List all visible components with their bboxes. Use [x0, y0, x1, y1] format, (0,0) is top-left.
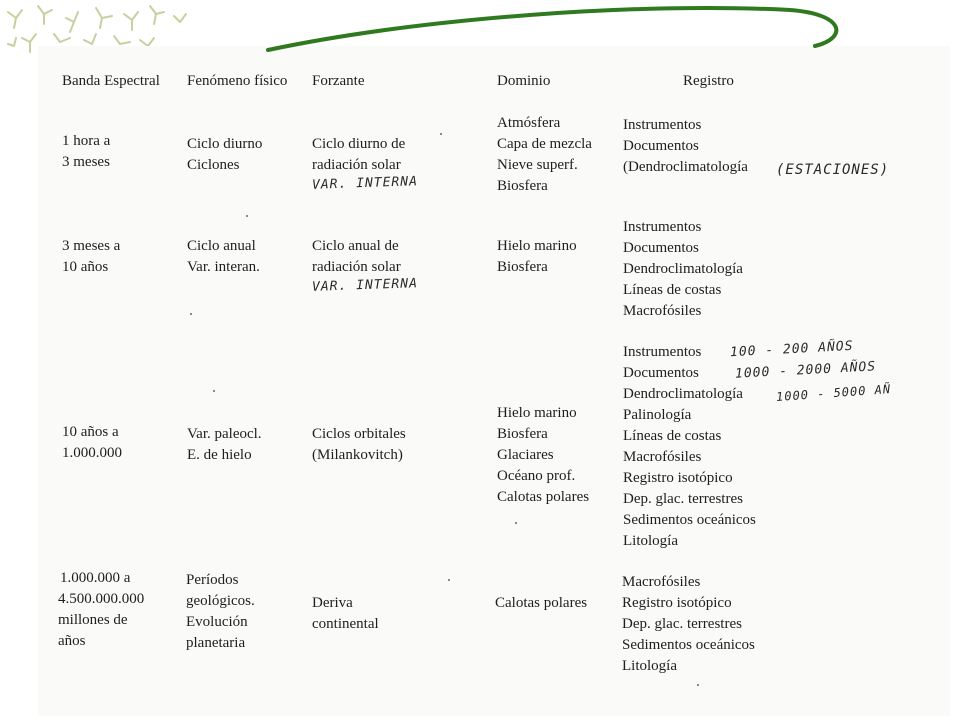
- row4-fenomeno-line2: geológicos.: [186, 593, 255, 609]
- row3-registro-line7: Registro isotópico: [623, 470, 733, 486]
- row1-dominio-line2: Capa de mezcla: [497, 136, 592, 152]
- row4-forzante-line1: Deriva: [312, 595, 353, 611]
- row1-registro-handwritten-note: (ESTACIONES): [776, 162, 890, 178]
- row2-registro-line3: Dendroclimatología: [623, 261, 743, 277]
- row2-banda-line2: 10 años: [62, 259, 109, 275]
- row3-registro-line4: Palinología: [623, 407, 692, 423]
- row2-fenomeno-line1: Ciclo anual: [187, 238, 256, 254]
- row4-registro-line4: Sedimentos oceánicos: [622, 637, 755, 653]
- row3-fenomeno-line2: E. de hielo: [187, 447, 252, 463]
- row1-banda-line1: 1 hora a: [62, 133, 111, 149]
- row2-dominio-line2: Biosfera: [497, 259, 548, 275]
- scan-speck: [190, 313, 192, 315]
- scan-speck: [515, 522, 517, 524]
- row2-banda-line1: 3 meses a: [62, 238, 121, 254]
- row3-registro-handwritten-note-1: 100 - 200 AÑOS: [729, 338, 854, 361]
- header-forzante: Forzante: [312, 73, 365, 89]
- scan-speck: [246, 215, 248, 217]
- row2-registro-line2: Documentos: [623, 240, 699, 256]
- row1-dominio-line1: Atmósfera: [497, 115, 561, 131]
- scan-speck: [448, 579, 450, 581]
- row4-fenomeno-line3: Evolución: [186, 614, 248, 630]
- row1-banda-line2: 3 meses: [62, 154, 110, 170]
- row2-fenomeno-line2: Var. interan.: [187, 259, 260, 275]
- header-registro: Registro: [683, 73, 734, 89]
- row1-registro-line2: Documentos: [623, 138, 699, 154]
- scanned-table-area: [38, 46, 950, 716]
- scan-speck: [213, 390, 215, 392]
- row1-forzante-line2: radiación solar: [312, 157, 401, 173]
- row3-registro-line9: Sedimentos oceánicos: [623, 512, 756, 528]
- row3-registro-handwritten-note-2: 1000 - 2000 AÑOS: [734, 359, 877, 382]
- row4-dominio-line1: Calotas polares: [495, 595, 588, 611]
- row2-forzante-handwritten-note: VAR. INTERNA: [311, 276, 419, 295]
- row3-registro-line10: Litología: [623, 533, 678, 549]
- row1-fenomeno-line1: Ciclo diurno: [187, 136, 263, 152]
- row2-registro-line1: Instrumentos: [623, 219, 702, 235]
- header-dominio: Dominio: [497, 73, 551, 89]
- row4-registro-line2: Registro isotópico: [622, 595, 732, 611]
- row3-dominio-line2: Biosfera: [497, 426, 548, 442]
- row1-dominio-line4: Biosfera: [497, 178, 548, 194]
- row3-registro-line6: Macrofósiles: [623, 449, 702, 465]
- header-banda: Banda Espectral: [62, 73, 160, 89]
- row3-forzante-line1: Ciclos orbitales: [312, 426, 406, 442]
- row3-registro-line5: Líneas de costas: [623, 428, 722, 444]
- row3-forzante-line2: (Milankovitch): [312, 447, 403, 463]
- row3-dominio-line3: Glaciares: [497, 447, 554, 463]
- row2-dominio-line1: Hielo marino: [497, 238, 577, 254]
- row1-registro-line3: (Dendroclimatología: [623, 159, 748, 175]
- row4-fenomeno-line1: Períodos: [186, 572, 239, 588]
- scan-speck: [697, 684, 699, 686]
- row3-registro-line2: Documentos: [623, 365, 699, 381]
- row3-dominio-line1: Hielo marino: [497, 405, 577, 421]
- row3-dominio-line4: Océano prof.: [497, 468, 576, 484]
- row3-banda-line1: 10 años a: [62, 424, 119, 440]
- row4-forzante-line2: continental: [312, 616, 379, 632]
- scan-speck: [440, 133, 442, 135]
- row1-dominio-line3: Nieve superf.: [497, 157, 578, 173]
- row3-banda-line2: 1.000.000: [62, 445, 122, 461]
- row3-registro-line8: Dep. glac. terrestres: [623, 491, 743, 507]
- row3-registro-line3: Dendroclimatología: [623, 386, 743, 402]
- row4-banda-line2: 4.500.000.000: [58, 591, 145, 607]
- row4-banda-line3: millones de: [58, 612, 128, 628]
- row2-forzante-line1: Ciclo anual de: [312, 238, 399, 254]
- row1-registro-line1: Instrumentos: [623, 117, 702, 133]
- row2-registro-line5: Macrofósiles: [623, 303, 702, 319]
- row3-registro-handwritten-note-3: 1000 - 5000 AÑ: [775, 382, 892, 404]
- row1-forzante-handwritten-note: VAR. INTERNA: [311, 174, 419, 193]
- row3-registro-line1: Instrumentos: [623, 344, 702, 360]
- row2-registro-line4: Líneas de costas: [623, 282, 722, 298]
- row4-fenomeno-line4: planetaria: [186, 635, 246, 651]
- row3-fenomeno-line1: Var. paleocl.: [187, 426, 262, 442]
- green-swoosh-decoration: [0, 0, 960, 80]
- row4-banda-line1: 1.000.000 a: [60, 570, 131, 586]
- row1-fenomeno-line2: Ciclones: [187, 157, 240, 173]
- row4-registro-line3: Dep. glac. terrestres: [622, 616, 742, 632]
- row2-forzante-line2: radiación solar: [312, 259, 401, 275]
- row1-forzante-line1: Ciclo diurno de: [312, 136, 406, 152]
- row3-dominio-line5: Calotas polares: [497, 489, 590, 505]
- row4-banda-line4: años: [58, 633, 86, 649]
- row4-registro-line5: Litología: [622, 658, 677, 674]
- row4-registro-line1: Macrofósiles: [622, 574, 701, 590]
- header-fenomeno: Fenómeno físico: [187, 73, 288, 89]
